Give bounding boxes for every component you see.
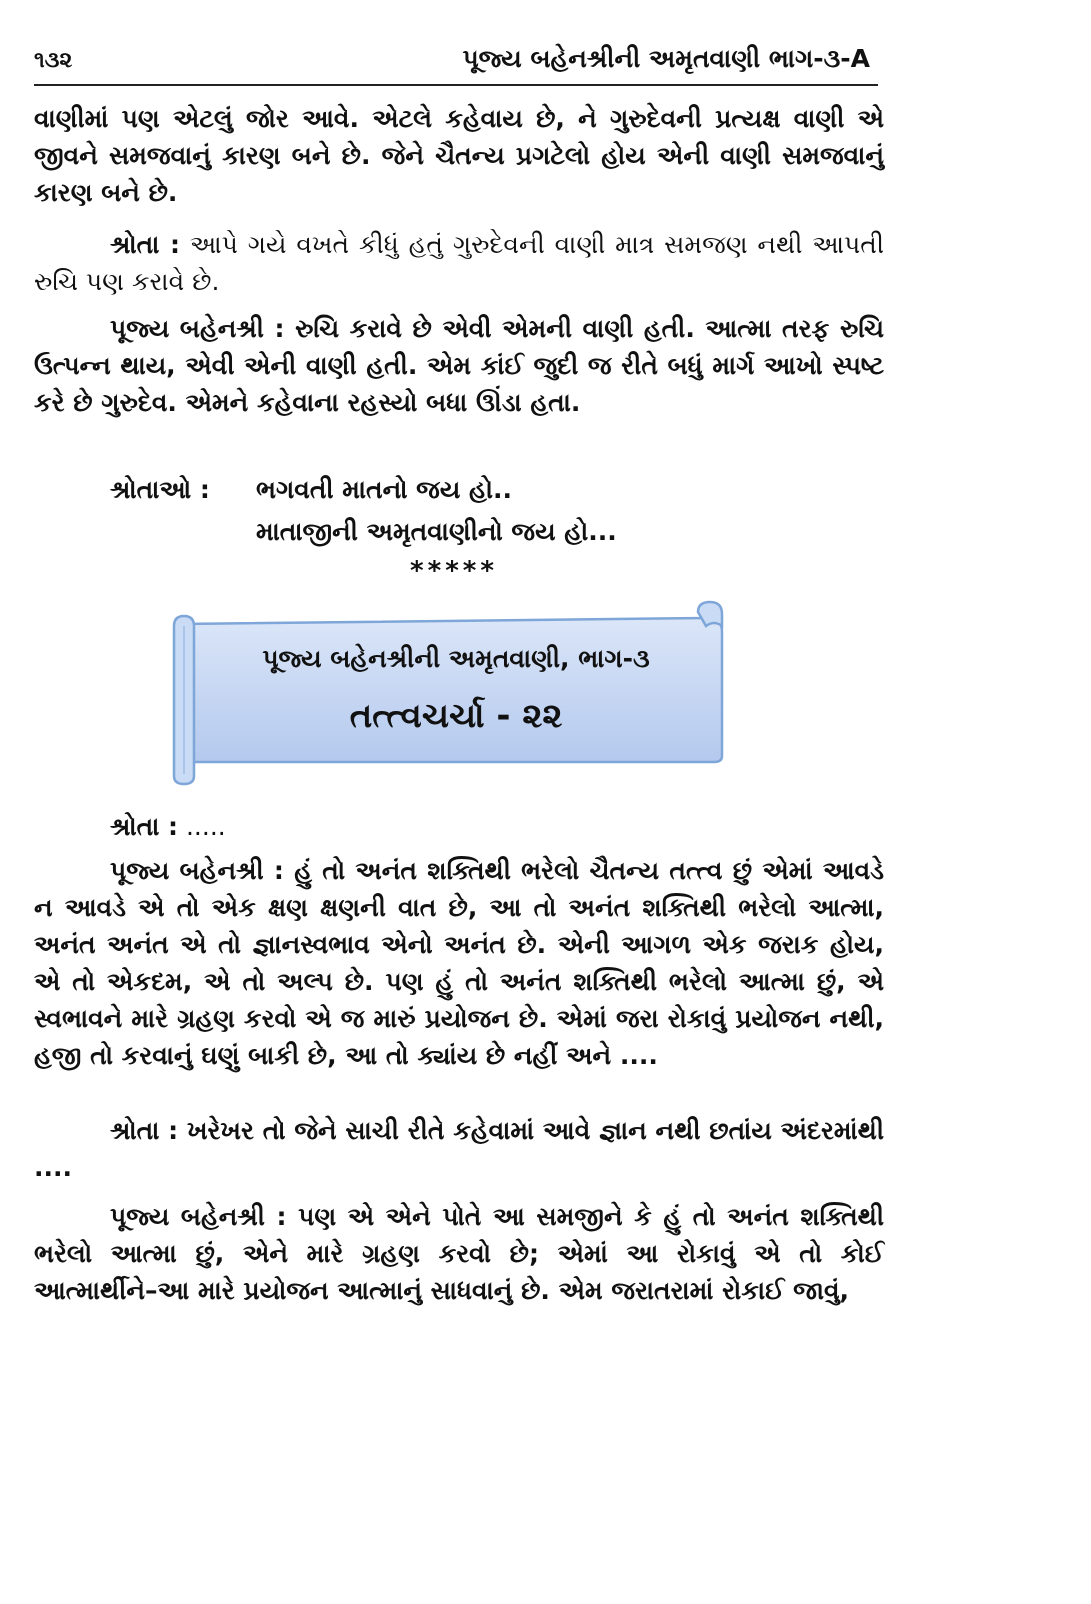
speech-text: આપે ગયે વખતે કીધું હતું ગુરુદેવની વાણી માત્ર સમજણ નથી આપતી રુચિ પણ કરાવે છે.	[34, 230, 884, 296]
chant-line-1: ભગવતી માતનો જય હો..	[256, 475, 513, 504]
speech-text: .....	[178, 812, 226, 841]
paragraph-behenshri-2	[34, 852, 884, 1074]
page-number: ૧૩૨	[34, 48, 73, 73]
chant-speaker: શ્રોતાઓ :	[110, 475, 210, 504]
speaker-label: શ્રોતા :	[110, 1116, 179, 1145]
scroll-shape	[166, 598, 726, 786]
speaker-label: શ્રોતા :	[110, 230, 180, 259]
paragraph-behenshri-3	[34, 1198, 884, 1309]
section-divider-stars: *****	[410, 556, 498, 586]
speaker-label: પૂજ્ય બહેનશ્રી :	[110, 856, 284, 885]
paragraph-listener-3	[34, 1112, 884, 1186]
chant-line-2: માતાજીની અમૃતવાણીનો જય હો...	[256, 517, 617, 546]
paragraph-listener-1	[34, 226, 884, 300]
paragraph-continuation: વાણીમાં પણ એટલું જોર આવે. એટલે કહેવાય છે, ને ગુરુદેવની પ્રત્યક્ષ વાણી એ જીવને સમજવાનું કારણ બને છે. જેને ચૈતન્ય પ્રગટેલો હોય એની વાણી સમજવાનું કારણ બને છે.	[34, 104, 884, 207]
paragraph-listener-2	[34, 808, 884, 845]
speech-text: હું તો અનંત શક્તિથી ભરેલો ચૈતન્ય તત્ત્વ છું એમાં આવડે ન આવડે એ તો એક ક્ષણ ક્ષણની વાત છે, આ તો અનંત શક્તિથી ભરેલો આત્મા, અનંત અનંત એ તો જ્ઞાનસ્વભાવ એનો અનંત છે. એની આગળ એક જરાક હોય, એ તો એકદમ, એ તો અલ્પ છે. પણ હું તો અનંત શક્તિથી ભરેલો આત્મા છું, એ સ્વભાવને મારે ગ્રહણ કરવો એ જ મારું પ્રયોજન છે. એમાં જરા રોકાવું પ્રયોજન નથી, હજી તો કરવાનું ઘણું બાકી છે, આ તો ક્યાંય છે નહીં અને ....	[34, 856, 884, 1070]
paragraph-behenshri-1	[34, 310, 884, 421]
speaker-label: પૂજ્ય બહેનશ્રી :	[110, 1202, 287, 1231]
speaker-label: શ્રોતા :	[110, 812, 179, 841]
running-title: પૂજ્ય બહેનશ્રીની અમૃતવાણી ભાગ-૩-A	[462, 44, 870, 73]
speech-text: રુચિ કરાવે છે એવી એમની વાણી હતી. આત્મા તરફ રુચિ ઉત્પન્ન થાય, એવી એની વાણી હતી. એમ કાંઈ જુદી જ રીતે બધું માર્ગ આખો સ્પષ્ટ કરે છે ગુરુદેવ. એમને કહેવાના રહસ્યો બધા ઊંડા હતા.	[34, 314, 884, 417]
chapter-scroll-banner	[166, 598, 726, 786]
speaker-label: પૂજ્ય બહેનશ્રી :	[110, 314, 285, 343]
chapter-title: તત્ત્વચર્ચા - ૨૨	[349, 696, 563, 736]
banner-subtitle: પૂજ્ય બહેનશ્રીની અમૃતવાણી, ભાગ-૩	[262, 644, 650, 673]
page-header	[34, 40, 878, 86]
speech-text: પણ એ એને પોતે આ સમજીને કે હું તો અનંત શક્તિથી ભરેલો આત્મા છું, એને મારે ગ્રહણ કરવો છે; એમાં આ રોકાવું એ તો કોઈ આત્માર્થીને–આ મારે પ્રયોજન આત્માનું સાધવાનું છે. એમ જરાતરામાં રોકાઈ જાવું,	[34, 1202, 884, 1305]
speech-text: ખરેખર તો જેને સાચી રીતે કહેવામાં આવે જ્ઞાન નથી છતાંય અંદરમાંથી ....	[34, 1116, 884, 1182]
